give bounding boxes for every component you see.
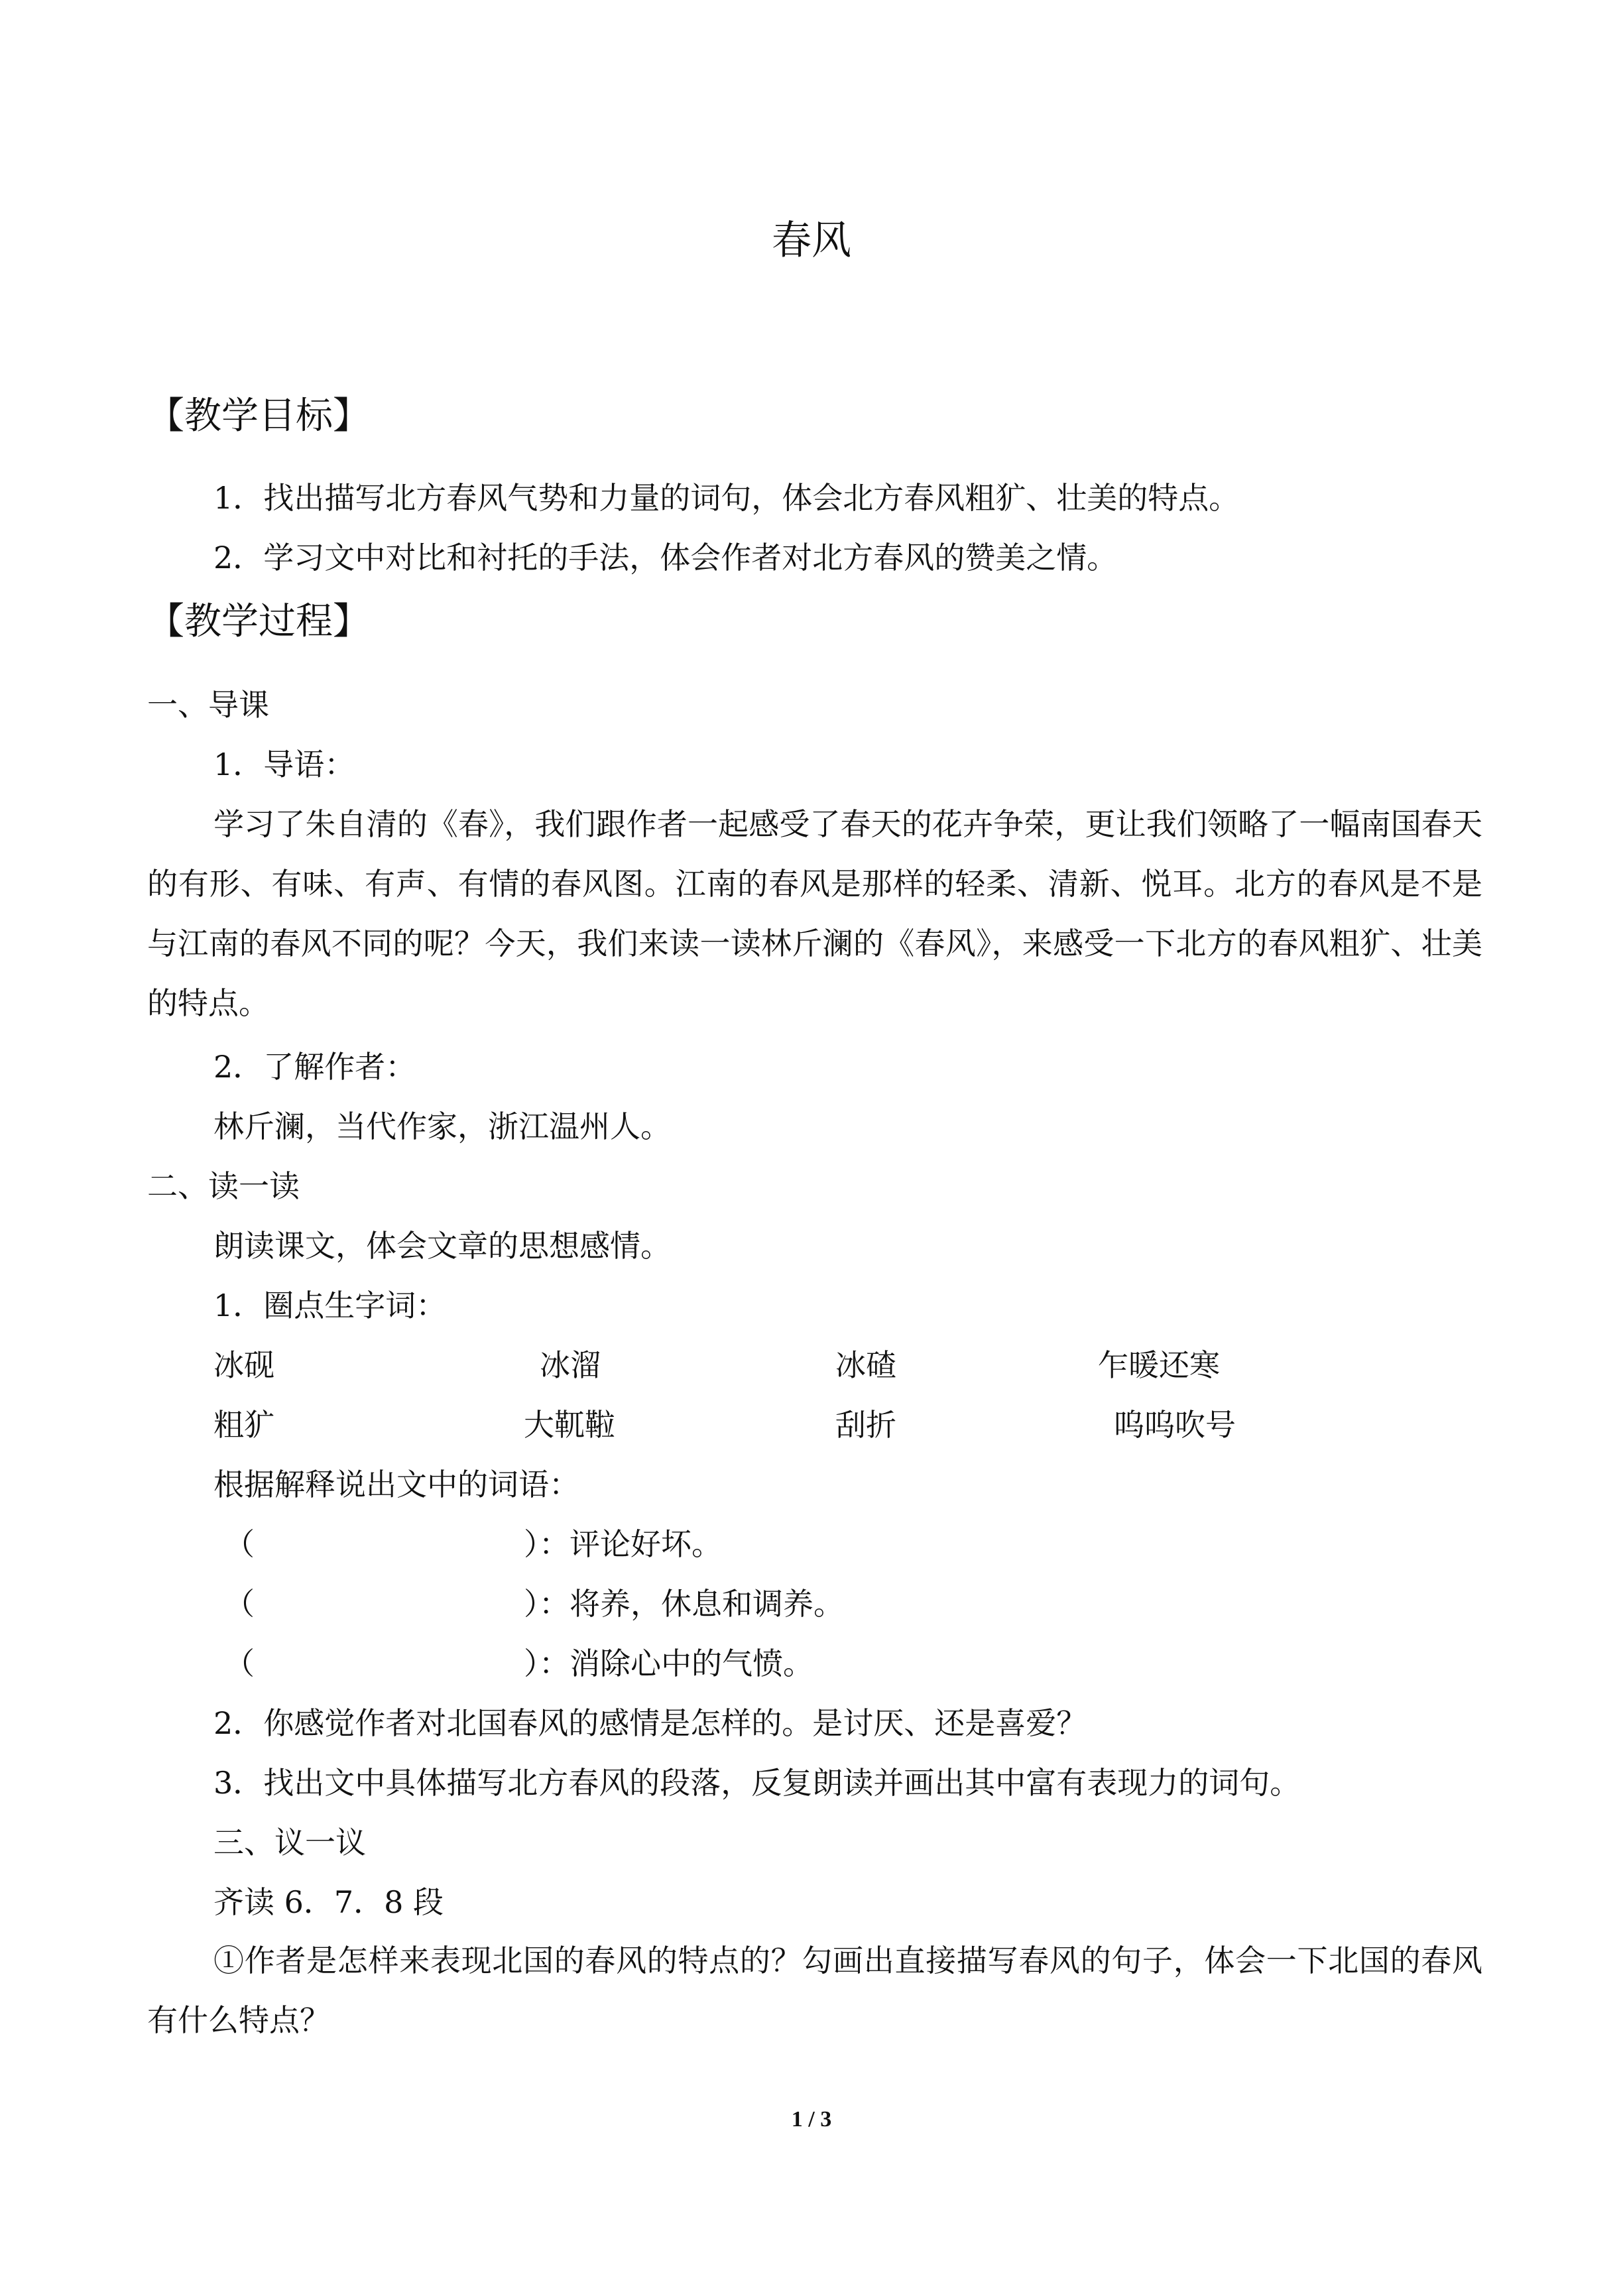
part1-sub1: 1．导语：: [213, 747, 355, 782]
part3-heading: 三、议一议: [213, 1825, 366, 1860]
process-heading: 【教学过程】: [147, 600, 370, 643]
author-info: 林斤澜，当代作家，浙江温州人。: [213, 1109, 671, 1144]
blank-definition: ）：评论好坏。: [524, 1526, 722, 1562]
question-3: 3．找出文中具体描写北方春风的段落，反复朗读并画出其中富有表现力的词句。: [213, 1765, 1301, 1801]
blank-definition: ）：消除心中的气愤。: [524, 1646, 813, 1681]
part1-sub2: 2．了解作者：: [213, 1049, 416, 1085]
objectives-heading: 【教学目标】: [147, 394, 370, 438]
blank-open: （: [224, 1526, 255, 1562]
vocab-word: 冰碴: [835, 1347, 896, 1383]
vocab-word: 乍暖还寒: [1098, 1347, 1220, 1383]
part2-intro: 朗读课文，体会文章的思想感情。: [213, 1228, 671, 1264]
part2-sub1: 1．圈点生字词：: [213, 1288, 447, 1323]
vocab-word: 粗犷: [213, 1407, 274, 1443]
vocab-word: 冰溜: [540, 1347, 601, 1383]
intro-paragraph: 学习了朱自清的《春》，我们跟作者一起感受了春天的花卉争荣，更让我们领略了一幅南国春天的有形、有味、有声、有情的春风图。江南的春风是那样的轻柔、清新、悦耳。北方的春风是不是与江南的春风不同的呢？今天，我们来读一读林斤澜的《春风》，来感受一下北方的春风粗犷、壮美的特点。: [147, 806, 1482, 1021]
part3-read: 齐读 6．7．8 段: [213, 1884, 444, 1920]
blank-open: （: [224, 1646, 255, 1681]
vocab-word: 呜呜吹号: [1114, 1407, 1236, 1443]
page-number: 1 / 3: [791, 2107, 832, 2132]
objective-item-2: 2．学习文中对比和衬托的手法，体会作者对北方春风的赞美之情。: [213, 540, 1118, 575]
blank-definition: ）：将养，休息和调养。: [524, 1586, 844, 1622]
part3-question-1: ①作者是怎样来表现北国的春风的特点的？勾画出直接描写春风的句子，体会一下北国的春风有什么特点？: [147, 1943, 1482, 2038]
objective-item-1: 1．找出描写北方春风气势和力量的词句，体会北方春风粗犷、壮美的特点。: [213, 480, 1240, 516]
vocab-word: 刮折: [835, 1407, 896, 1443]
question-2: 2．你感觉作者对北国春风的感情是怎样的。是讨厌、还是喜爱？: [213, 1705, 1087, 1741]
explain-intro: 根据解释说出文中的词语：: [213, 1467, 579, 1502]
vocab-word: 大靰鞡: [524, 1407, 615, 1443]
page-title: 春风: [772, 217, 851, 264]
vocab-word: 冰砚: [213, 1347, 274, 1383]
blank-open: （: [224, 1586, 255, 1622]
part2-heading: 二、读一读: [147, 1168, 300, 1204]
part1-heading: 一、导课: [147, 687, 269, 723]
